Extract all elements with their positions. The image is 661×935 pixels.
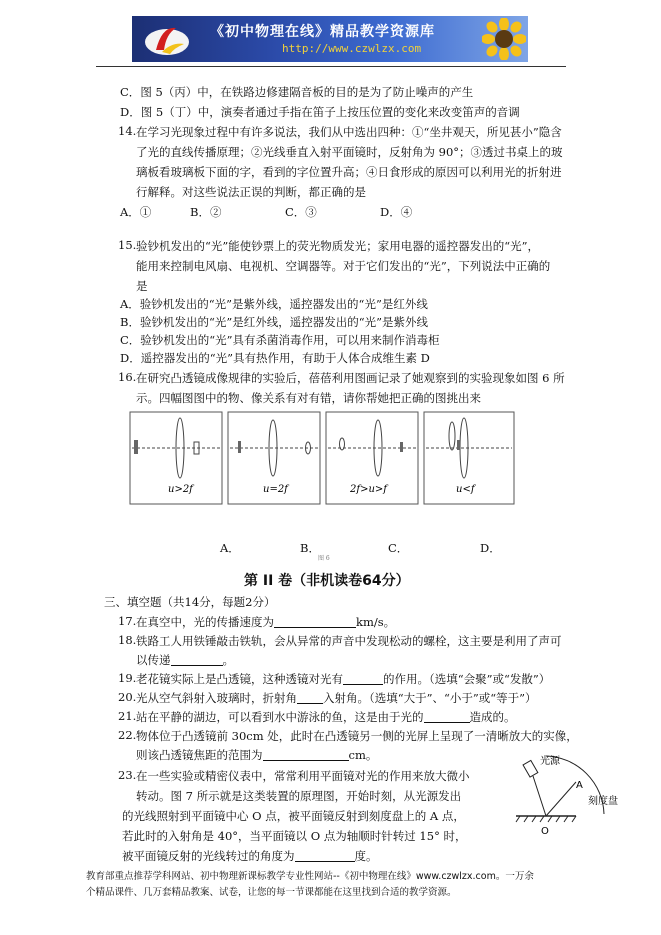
q16-option-b: B． xyxy=(300,541,320,555)
q21-number: 21. xyxy=(118,709,137,723)
header-rule xyxy=(96,66,566,67)
panel-u-lt-f xyxy=(424,412,514,504)
q16-line-1: 在研究凸透镜成像规律的实验后，蓓蓓利用图画记录了她观察到的实验现象如图 6 所 xyxy=(136,371,565,385)
panel-label-3: 2f>u>f xyxy=(350,484,387,495)
panel-label-4: u<f xyxy=(456,484,475,495)
q23-line-1: 在一些实验或精密仪表中，常常利用平面镜对光的作用来放大微小 xyxy=(136,769,470,783)
q16-option-c: C． xyxy=(388,541,409,555)
q14-line-1: 在学习光现象过程中有许多说法，我们从中选出四种：①“坐井观天，所见甚小”隐含 xyxy=(136,125,562,139)
footer-line-1: 教育部重点推荐学科网站、初中物理新课标教学专业性网站--《初中物理在线》www.czwlzx.com。一万余 xyxy=(86,871,534,882)
q14-line-3: 璃板看玻璃板下面的字，看到的字位置升高；④日食形成的原因可以利用光的折射进 xyxy=(136,165,562,179)
q16-line-2: 示。四幅图图中的物、像关系有对有错，请你帮她把正确的图挑出来 xyxy=(136,391,481,405)
section-3-heading: 三、填空题（共14分，每题2分） xyxy=(104,595,276,609)
part-2-title: 第 II 卷（非机读卷64分） xyxy=(244,573,410,589)
q14-option-a: A．① xyxy=(120,205,152,219)
sunflower-icon xyxy=(482,18,526,60)
q23-line-4: 若此时的入射角是 40°，当平面镜以 O 点为轴顺时针转过 15° 时， xyxy=(122,829,467,843)
q16-option-d: D． xyxy=(480,541,501,555)
header-title: 《初中物理在线》精品教学资源库 xyxy=(210,24,435,40)
prev-option-c: C．图 5（丙）中，在铁路边修建隔音板的目的是为了防止噪声的产生 xyxy=(120,85,474,99)
panel-u-gt-2f xyxy=(130,412,222,504)
header-url[interactable]: http://www.czwlzx.com xyxy=(282,42,422,55)
q23-number: 23. xyxy=(118,768,137,782)
footer-line-2: 个精品课件、几万套精品教案、试卷，让您的每一节课都能在这里找到合适的教学资源。 xyxy=(86,887,457,898)
q23-line-2: 转动。图 7 所示就是这类装置的原理图，开始时刻，从光源发出 xyxy=(136,789,462,803)
panel-u-eq-2f xyxy=(228,412,320,504)
fig7-label-dial: 刻度盘 xyxy=(588,796,618,807)
q20-text: 光从空气斜射入玻璃时，折射角 入射角。（选填“大于”、“小于”或“等于”） xyxy=(136,691,537,705)
q22-text-1: 物体位于凸透镜前 30cm 处，此时在凸透镜另一侧的光屏上呈现了一清晰放大的实像， xyxy=(136,729,578,743)
q14-option-d: D．④ xyxy=(380,205,413,219)
q14-option-c: C．③ xyxy=(285,205,317,219)
q17-number: 17. xyxy=(118,614,137,628)
q14-option-b: B．② xyxy=(190,205,222,219)
q15-line-3: 是 xyxy=(136,279,148,293)
fig7-label-a: A xyxy=(576,780,583,791)
q18-text-2: 以传递 。 xyxy=(136,653,234,667)
q19-blank[interactable] xyxy=(343,673,383,685)
header-banner xyxy=(132,16,528,62)
q15-option-d: D．遥控器发出的“光”具有热作用，有助于人体合成维生素 D xyxy=(120,351,430,365)
q15-number: 15. xyxy=(118,238,137,252)
q15-option-a: A．验钞机发出的“光”是紫外线，遥控器发出的“光”是红外线 xyxy=(120,297,428,311)
q18-blank[interactable] xyxy=(171,654,223,666)
q14-number: 14. xyxy=(118,124,137,138)
fig7-label-source: 光源 xyxy=(540,756,560,767)
q22-text-2: 则该凸透镜焦距的范围为 cm。 xyxy=(136,748,378,762)
q14-line-4: 行解释。对这些说法正误的判断，都正确的是 xyxy=(136,185,366,199)
q19-text: 老花镜实际上是凸透镜，这种透镜对光有 的作用。（选填“会聚”或“发散”） xyxy=(136,672,551,686)
q17-text: 在真空中，光的传播速度为 km/s。 xyxy=(136,615,396,629)
panel-label-1: u>2f xyxy=(168,484,193,495)
q22-number: 22. xyxy=(118,728,137,742)
q16-option-a: A． xyxy=(220,541,240,555)
q15-line-2: 能用来控制电风扇、电视机、空调器等。对于它们发出的“光”，下列说法中正确的 xyxy=(136,259,551,273)
figure-7-mirror-diagram xyxy=(512,752,634,840)
q20-number: 20. xyxy=(118,690,137,704)
figure-6-caption: 图 6 xyxy=(318,555,330,562)
figure-6-lens-diagrams xyxy=(128,410,516,508)
q22-blank[interactable] xyxy=(263,749,349,761)
panel-2f-gt-u-gt-f xyxy=(326,412,418,504)
fig7-label-o: O xyxy=(541,826,549,837)
q17-blank[interactable] xyxy=(274,616,356,628)
q15-option-c: C．验钞机发出的“光”具有杀菌消毒作用，可以用来制作消毒柜 xyxy=(120,333,440,347)
panel-label-2: u=2f xyxy=(263,484,288,495)
q21-blank[interactable] xyxy=(424,711,470,723)
q16-number: 16. xyxy=(118,370,137,384)
q23-blank[interactable] xyxy=(295,850,355,862)
prev-option-d: D．图 5（丁）中，演奏者通过手指在笛子上按压位置的变化来改变笛声的音调 xyxy=(120,105,520,119)
q15-line-1: 验钞机发出的“光”能使钞票上的荧光物质发光；家用电器的遥控器发出的“光”， xyxy=(136,239,540,253)
q23-line-5: 被平面镜反射的光线转过的角度为 度。 xyxy=(122,849,378,863)
q18-text-1: 铁路工人用铁锤敲击铁轨，会从异常的声音中发现松动的螺栓，这主要是利用了声可 xyxy=(136,634,562,648)
q14-line-2: 了光的直线传播原理；②光线垂直入射平面镜时，反射角为 90°；③透过书桌上的玻 xyxy=(136,145,563,159)
q20-blank[interactable] xyxy=(297,692,323,704)
q15-option-b: B．验钞机发出的“光”是红外线，遥控器发出的“光”是紫外线 xyxy=(120,315,428,329)
q21-text: 站在平静的湖边，可以看到水中游泳的鱼，这是由于光的 造成的。 xyxy=(136,710,516,724)
site-logo-icon xyxy=(142,20,192,58)
q23-line-3: 的光线照射到平面镜中心 O 点，被平面镜反射到刻度盘上的 A 点， xyxy=(122,809,465,823)
q19-number: 19. xyxy=(118,671,137,685)
light-source-icon xyxy=(523,760,538,777)
q18-number: 18. xyxy=(118,633,137,647)
